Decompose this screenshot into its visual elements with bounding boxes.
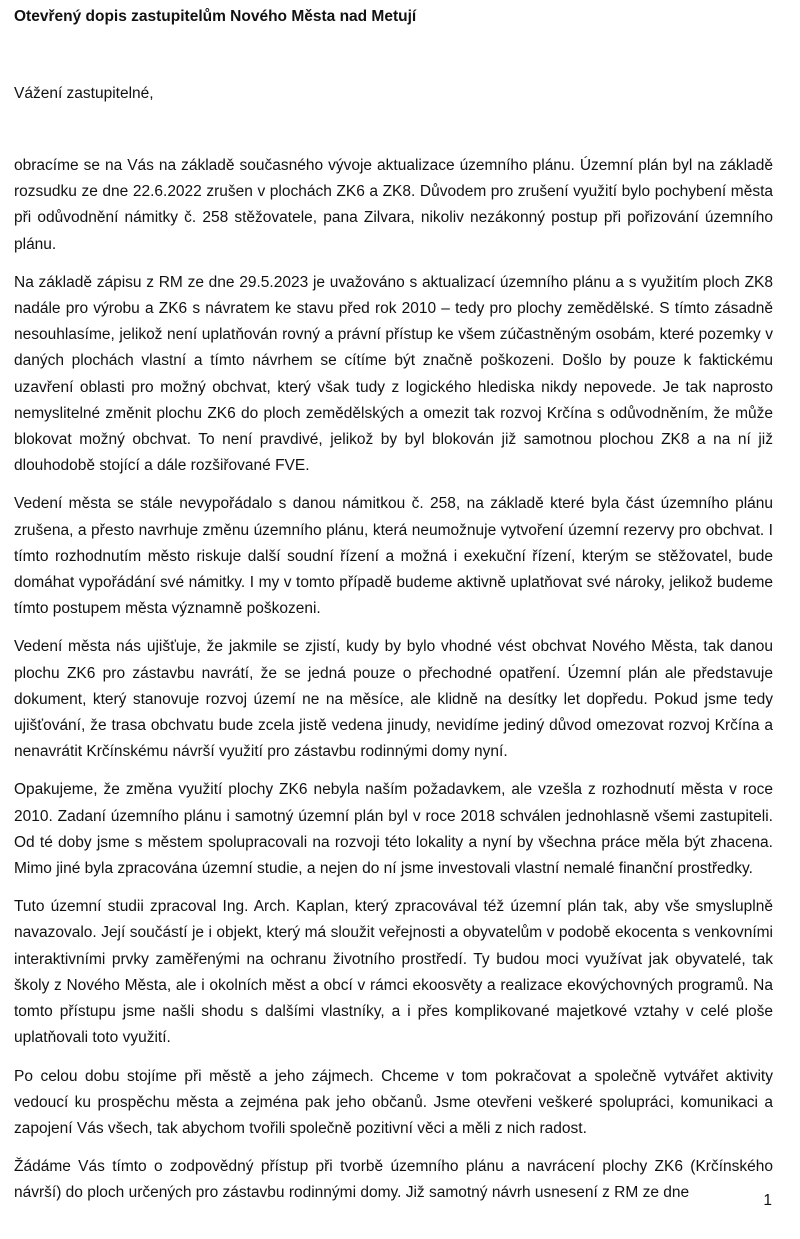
salutation: Vážení zastupitelné, [14, 85, 154, 102]
paragraph-2: Na základě zápisu z RM ze dne 29.5.2023 je uvažováno s aktualizací územního plánu a s využitím ploch ZK8 nadále pro výrobu a ZK6 s návratem ke stavu před rok 2010 – tedy pro plochy zemědělské. S tímto zásadně nesouhlasíme, jelikož není uplatňován rovný a právní přístup ke všem zúčastněným osobám, které pozemky v daných plochách vlastní a tímto návrhem se cítíme být značně poškozeni. Došlo by pouze k faktickému uzavření oblasti pro možný obchvat, který však tudy z logického hlediska nikdy nepovede. Je tak naprosto nemyslitelné změnit plochu ZK6 do ploch zemědělských a omezit tak rozvoj Krčína s odůvodněním, že může blokovat možný obchvat. To není pravdivé, jelikož by byl blokován již samotnou plochou ZK8 a na ní již dlouhodobě stojící a dále rozšiřované FVE. [14, 273, 773, 475]
paragraph-6: Tuto územní studii zpracoval Ing. Arch. Kaplan, který zpracovával též územní plán tak, aby vše smysluplně navazovalo. Její součástí je i objekt, který má sloužit veřejnosti a obyvatelům v podobě ekocenta s venkovními interaktivními prvky zaměřenými na ochranu životního prostředí. Ty budou moci využívat jak obyvatelé, tak školy z Nového Města, ale i okolních měst a obcí v rámci ekoosvěty a realizace ekovýchovných programů. Na tomto přístupu jsme našli shodu s dalšími vlastníky, a i přes komplikované majetkové vztahy v celé ploše uplatňovali toto využití. [14, 898, 773, 1047]
paragraph-4: Vedení města nás ujišťuje, že jakmile se zjistí, kudy by bylo vhodné vést obchvat Nového Města, tak danou plochu ZK6 pro zástavbu navrátí, že se jedná pouze o přechodné opatření. Územní plán ale představuje dokument, který stanovuje rozvoj území ne na měsíce, ale klidně na desítky let dopředu. Pokud jsme tedy ujišťování, že trasa obchvatu bude zcela jistě vedena jinudy, nevidíme jediný důvod omezovat rozvoj Krčína a nenavrátit Krčínskému návrší využití pro zástavbu rodinnými domy nyní. [14, 638, 773, 761]
paragraph-3: Vedení města se stále nevypořádalo s danou námitkou č. 258, na základě které byla část územního plánu zrušena, a přesto navrhuje změnu územního plánu, která neumožnuje vytvoření územní rezervy pro obchvat. I tímto rozhodnutím město riskuje další soudní řízení a možná i exekuční řízení, kterým se stěžovatel, bude domáhat vypořádání své námitky. I my v tomto případě budeme aktivně uplatňovat své nároky, jelikož budeme tímto postupem města významně poškozeni. [14, 495, 773, 618]
paragraph-5: Opakujeme, že změna využití plochy ZK6 nebyla naším požadavkem, ale vzešla z rozhodnutí města v roce 2010. Zadaní územního plánu i samotný územní plán byl v roce 2018 schválen jednohlasně všemi zastupiteli. Od té doby jsme s městem spolupracovali na rozvoji této lokality a nyní by všechna práce měla být zhacena. Mimo jiné byla zpracována územní studie, a nejen do ní jsme investovali vlastní nemalé finanční prostředky. [14, 781, 773, 878]
paragraph-8: Žádáme Vás tímto o zodpovědný přístup při tvorbě územního plánu a navrácení plochy ZK6 (Krčínského návrší) do ploch určených pro zástavbu rodinnými domy. Již samotný návrh usnesení z RM ze dne [14, 1158, 773, 1202]
paragraph-7: Po celou dobu stojíme při městě a jeho zájmech. Chceme v tom pokračovat a společně vytvářet aktivity vedoucí ku prospěchu města a zejména pak jeho občanů. Jsme otevřeni veškeré spolupráci, komunikaci a zapojení Vás všech, tak abychom tvořili společně pozitivní věci a měli z nich radost. [14, 1067, 773, 1137]
page-number: 1 [763, 1192, 772, 1209]
document-title: Otevřený dopis zastupitelům Nového Města nad Metují [14, 8, 417, 25]
letter-body [14, 153, 773, 1207]
paragraph-1: obracíme se na Vás na základě současného vývoje aktualizace územního plánu. Územní plán byl na základě rozsudku ze dne 22.6.2022 zrušen v plochách ZK6 a ZK8. Důvodem pro zrušení využití bylo pochybení města při odůvodnění námitky č. 258 stěžovatele, pana Zilvara, nikoliv nezákonný postup při pořizování územního plánu. [14, 157, 773, 253]
